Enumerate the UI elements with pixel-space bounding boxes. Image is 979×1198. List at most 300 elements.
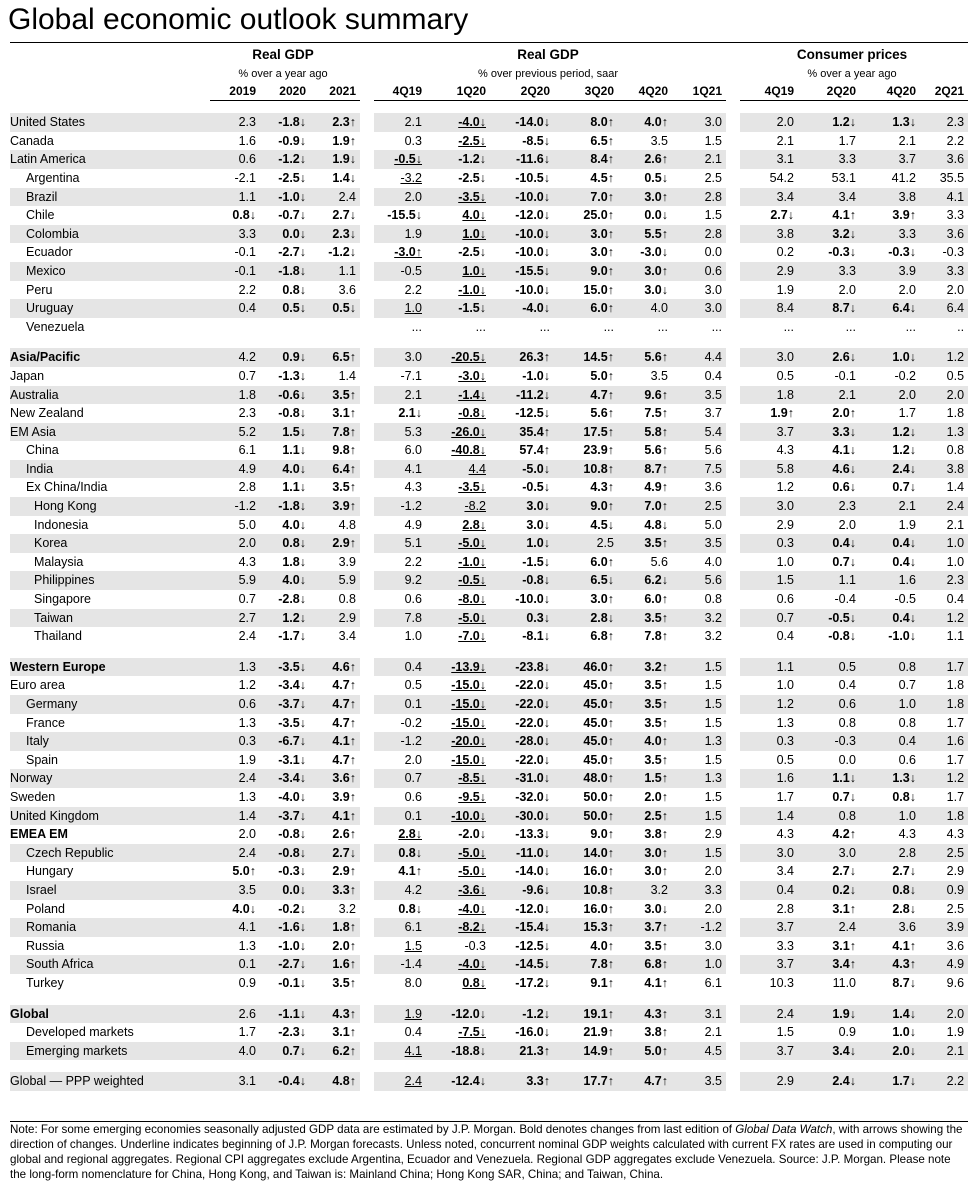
cell-value: 0.8 xyxy=(704,592,722,607)
table-cell xyxy=(618,497,672,516)
cell-value: 4.3 xyxy=(776,827,794,842)
table-cell xyxy=(798,751,860,770)
row-label: Sweden xyxy=(10,789,56,804)
cell-value: 3.5 xyxy=(650,133,668,148)
cell-value: 2.0 xyxy=(946,387,965,402)
table-cell xyxy=(860,150,920,169)
table-cell xyxy=(260,1023,310,1042)
cell-value: -10.0↓ xyxy=(515,592,550,607)
table-cell xyxy=(554,807,618,826)
cell-value: 1.0↓ xyxy=(462,263,486,278)
cell-value: 3.4 xyxy=(776,864,794,879)
cell-value: 0.6 xyxy=(704,263,722,278)
table-cell xyxy=(490,281,554,300)
cell-value: 1.2↓ xyxy=(282,610,306,625)
cell-value: -15.0↓ xyxy=(451,697,486,711)
cell-value: 1.1 xyxy=(776,659,794,674)
table-cell xyxy=(374,281,426,300)
cell-value: 1.0 xyxy=(704,957,722,972)
cell-value: 1.5 xyxy=(404,938,422,953)
cell-value: 1.7 xyxy=(776,789,794,804)
table-cell xyxy=(260,113,310,132)
table-cell xyxy=(210,243,260,262)
cell-value: -1.3↓ xyxy=(278,368,306,383)
table-cell xyxy=(554,732,618,751)
table-cell xyxy=(920,460,968,479)
cell-value: 0.5 xyxy=(776,752,794,767)
cell-value: 2.3 xyxy=(238,115,256,130)
cell-value: 1.3 xyxy=(704,771,722,786)
cell-value: 4.0↓ xyxy=(282,461,306,476)
table-cell xyxy=(310,676,360,695)
row-label: Israel xyxy=(10,881,210,900)
cell-value: 7.8 xyxy=(404,610,422,625)
cell-value: 2.9 xyxy=(338,610,356,625)
cell-value: 1.0 xyxy=(946,554,965,569)
table-cell xyxy=(210,769,260,788)
cell-value: 0.8 xyxy=(338,592,356,607)
cell-value: 3.5↑ xyxy=(644,938,668,953)
cell-value: -30.0↓ xyxy=(515,808,550,823)
table-cell xyxy=(260,132,310,151)
cell-value: 57.4↑ xyxy=(519,443,550,458)
cell-value: 3.4 xyxy=(838,189,856,204)
cell-value: 5.9 xyxy=(338,573,356,588)
cell-value: 5.4 xyxy=(704,424,722,439)
table-cell xyxy=(426,769,490,788)
cell-value: 4.6↓ xyxy=(832,461,856,476)
cell-value: 1.7 xyxy=(946,789,965,804)
cell-value: 2.0 xyxy=(898,387,916,402)
table-row xyxy=(10,441,968,460)
table-cell xyxy=(210,571,260,590)
table-cell xyxy=(920,714,968,733)
cell-value: 3.0 xyxy=(776,350,794,365)
cell-value: -0.3↓ xyxy=(888,245,916,260)
cell-value: 5.6↑ xyxy=(644,350,668,365)
cell-value: 1.3 xyxy=(238,715,256,730)
table-cell xyxy=(798,1042,860,1061)
cell-value: 1.0↓ xyxy=(892,350,916,365)
table-cell xyxy=(310,404,360,423)
row-label: Poland xyxy=(26,901,65,916)
cell-value: -10.0↓ xyxy=(515,282,550,297)
cell-value: 4.7↑ xyxy=(332,678,356,693)
table-cell xyxy=(920,751,968,770)
table-cell xyxy=(740,281,798,300)
table-cell xyxy=(740,318,798,337)
row-label: Canada xyxy=(10,133,54,148)
table-row xyxy=(10,281,968,300)
cell-value: -0.8↓ xyxy=(828,629,856,644)
cell-value: 35.4↑ xyxy=(519,424,550,439)
table-cell xyxy=(426,974,490,993)
cell-value: 3.7 xyxy=(776,1043,794,1058)
cell-value: 6.5↑ xyxy=(590,133,614,148)
table-cell xyxy=(260,769,310,788)
table-cell xyxy=(554,590,618,609)
table-cell xyxy=(672,132,726,151)
cell-value: -14.5↓ xyxy=(515,957,550,972)
cell-value: 6.4 xyxy=(946,301,965,316)
table-cell xyxy=(920,676,968,695)
table-cell xyxy=(672,732,726,751)
cell-value: -15.5↓ xyxy=(387,208,422,223)
table-cell xyxy=(740,1023,798,1042)
cell-value: 3.7↑ xyxy=(644,920,668,935)
table-cell xyxy=(374,132,426,151)
table-cell xyxy=(672,478,726,497)
table-cell xyxy=(554,658,618,677)
table-cell xyxy=(374,658,426,677)
cell-value: 2.1 xyxy=(838,387,856,402)
table-cell xyxy=(920,788,968,807)
table-cell xyxy=(860,243,920,262)
table-cell xyxy=(860,676,920,695)
cell-value: 2.0 xyxy=(838,282,856,297)
table-cell xyxy=(260,714,310,733)
cell-value: 0.6 xyxy=(898,752,916,767)
table-cell xyxy=(490,386,554,405)
cell-value: 3.4 xyxy=(338,629,356,644)
cell-value: 3.8 xyxy=(898,189,916,204)
table-cell xyxy=(426,132,490,151)
cell-value: 3.3↑ xyxy=(332,882,356,897)
table-cell xyxy=(490,225,554,244)
table-row xyxy=(10,460,968,479)
cell-value: 1.5 xyxy=(704,752,722,767)
cell-value: 3.9↑ xyxy=(892,208,916,223)
table-cell xyxy=(672,974,726,993)
table-cell xyxy=(310,516,360,535)
cell-value: 1.0↓ xyxy=(892,1025,916,1040)
cell-value: 45.0↑ xyxy=(583,715,614,730)
table-cell xyxy=(210,113,260,132)
table-cell xyxy=(210,225,260,244)
table-cell xyxy=(798,974,860,993)
table-cell xyxy=(798,955,860,974)
cell-value: 11.0 xyxy=(832,975,856,990)
cell-value: 1.2↓ xyxy=(892,443,916,458)
table-cell xyxy=(210,188,260,207)
table-cell xyxy=(920,243,968,262)
table-cell xyxy=(920,937,968,956)
cell-value: 0.8↓ xyxy=(398,845,422,860)
table-cell xyxy=(920,516,968,535)
cell-value: 53.1 xyxy=(831,170,856,185)
table-cell xyxy=(554,441,618,460)
cell-value: 4.9 xyxy=(946,957,965,972)
cell-value: 2.3 xyxy=(238,406,256,421)
cell-value: -0.1 xyxy=(834,368,856,383)
table-cell xyxy=(426,281,490,300)
table-cell xyxy=(210,974,260,993)
table-cell xyxy=(740,441,798,460)
table-cell xyxy=(672,937,726,956)
table-cell xyxy=(490,1042,554,1061)
cell-value: -8.5↓ xyxy=(522,133,550,148)
cell-value: 4.6↑ xyxy=(332,659,356,674)
cell-value: -1.4↓ xyxy=(458,387,486,402)
table-cell xyxy=(798,658,860,677)
table-cell xyxy=(554,318,618,337)
table-cell xyxy=(798,1072,860,1091)
table-cell xyxy=(618,169,672,188)
cell-value: 1.3 xyxy=(946,424,965,439)
table-cell xyxy=(920,188,968,207)
table-cell xyxy=(920,881,968,900)
table-cell xyxy=(740,862,798,881)
table-row xyxy=(10,788,968,807)
table-cell xyxy=(740,714,798,733)
table-cell xyxy=(210,844,260,863)
table-cell xyxy=(426,609,490,628)
table-cell xyxy=(618,113,672,132)
cell-value: 3.7 xyxy=(776,957,794,972)
cell-value: 0.7 xyxy=(898,678,916,693)
cell-value: 19.1↑ xyxy=(583,1006,614,1021)
cell-value: 5.1 xyxy=(404,536,422,551)
cell-value: 2.0 xyxy=(838,517,856,532)
table-cell xyxy=(920,571,968,590)
table-cell xyxy=(554,900,618,919)
table-row xyxy=(10,318,968,337)
table-cell xyxy=(426,441,490,460)
table-cell xyxy=(672,609,726,628)
table-cell xyxy=(310,900,360,919)
cell-value: 6.1 xyxy=(238,443,256,458)
table-cell xyxy=(618,571,672,590)
table-cell xyxy=(798,1005,860,1024)
table-cell xyxy=(618,516,672,535)
cell-value: 10.8↑ xyxy=(583,461,614,476)
cell-value: 3.3↓ xyxy=(832,424,856,439)
cell-value: 0.8 xyxy=(838,808,856,823)
cell-value: 4.7↑ xyxy=(332,715,356,730)
cell-value: 1.0↓ xyxy=(462,226,486,241)
table-cell xyxy=(672,243,726,262)
cell-value: 4.3↑ xyxy=(332,1006,356,1021)
cell-value: 2.7↓ xyxy=(332,845,356,860)
cell-value: -15.4↓ xyxy=(515,920,550,935)
cell-value: 2.8 xyxy=(776,901,794,916)
table-cell xyxy=(310,571,360,590)
group-title-gdp-yoy: Real GDP xyxy=(252,47,314,62)
table-cell xyxy=(618,1023,672,1042)
cell-value: 2.1 xyxy=(704,152,722,167)
table-cell xyxy=(210,900,260,919)
table-cell xyxy=(490,900,554,919)
table-cell xyxy=(310,881,360,900)
cell-value: 17.7↑ xyxy=(583,1074,614,1089)
table-cell xyxy=(310,918,360,937)
cell-value: -14.0↓ xyxy=(515,115,550,130)
cell-value: 1.4 xyxy=(338,368,356,383)
table-cell xyxy=(860,132,920,151)
cell-value: 7.5↑ xyxy=(644,406,668,421)
table-cell xyxy=(740,299,798,318)
table-cell xyxy=(618,534,672,553)
cell-value: 2.8↓ xyxy=(590,610,614,625)
cell-value: -7.0↓ xyxy=(458,629,486,644)
cell-value: 10.3 xyxy=(769,975,794,990)
table-cell xyxy=(618,788,672,807)
table-cell xyxy=(310,262,360,281)
cell-value: 0.5↓ xyxy=(644,170,668,185)
cell-value: 3.5↑ xyxy=(332,975,356,990)
table-cell xyxy=(374,937,426,956)
cell-value: -13.9↓ xyxy=(451,659,486,674)
table-cell xyxy=(426,348,490,367)
table-cell xyxy=(210,695,260,714)
table-cell xyxy=(490,751,554,770)
table-cell xyxy=(374,404,426,423)
cell-value: 2.2 xyxy=(946,133,965,148)
table-cell xyxy=(860,881,920,900)
table-cell xyxy=(426,955,490,974)
table-cell xyxy=(740,188,798,207)
table-cell xyxy=(554,262,618,281)
cell-value: 0.5 xyxy=(776,368,794,383)
table-cell xyxy=(672,627,726,646)
table-cell xyxy=(554,113,618,132)
cell-value: -11.6↓ xyxy=(515,152,550,167)
table-cell xyxy=(374,534,426,553)
table-cell xyxy=(374,386,426,405)
table-cell xyxy=(798,281,860,300)
table-cell xyxy=(860,348,920,367)
table-cell xyxy=(618,478,672,497)
table-cell xyxy=(374,1072,426,1091)
cell-value: -1.2↓ xyxy=(328,245,356,260)
table-cell xyxy=(920,348,968,367)
table-cell xyxy=(618,188,672,207)
cell-value: 2.8↓ xyxy=(892,901,916,916)
table-cell xyxy=(260,386,310,405)
table-cell xyxy=(798,169,860,188)
cell-value: 1.2 xyxy=(776,697,794,711)
table-cell xyxy=(618,955,672,974)
cell-value: -11.0↓ xyxy=(515,845,550,860)
cell-value: 4.3 xyxy=(946,827,965,842)
cell-value: 4.5↓ xyxy=(590,517,614,532)
cell-value: 0.0↓ xyxy=(644,208,668,223)
column-header: 4Q20 xyxy=(860,83,920,101)
table-cell xyxy=(374,460,426,479)
cell-value: 1.1 xyxy=(946,629,965,644)
table-cell xyxy=(554,937,618,956)
cell-value: 8.0 xyxy=(404,975,422,990)
cell-value: 1.7 xyxy=(946,752,965,767)
table-cell xyxy=(860,404,920,423)
table-cell xyxy=(490,188,554,207)
table-cell xyxy=(672,1042,726,1061)
table-cell xyxy=(374,441,426,460)
cell-value: -2.5↓ xyxy=(278,170,306,185)
table-row xyxy=(10,769,968,788)
row-label: Colombia xyxy=(10,225,210,244)
table-cell xyxy=(260,262,310,281)
cell-value: -0.5↓ xyxy=(458,573,486,588)
table-cell xyxy=(210,516,260,535)
cell-value: 1.8 xyxy=(946,697,965,711)
row-label: Malaysia xyxy=(34,554,84,569)
cell-value: 2.5 xyxy=(704,499,722,514)
table-cell xyxy=(554,188,618,207)
cell-value: 0.1 xyxy=(404,808,422,823)
table-cell xyxy=(260,732,310,751)
table-cell xyxy=(798,318,860,337)
column-header: 4Q19 xyxy=(740,83,798,101)
table-cell xyxy=(260,1005,310,1024)
table-cell xyxy=(618,900,672,919)
cell-value: 3.5 xyxy=(238,882,256,897)
cell-value: 0.4 xyxy=(898,734,916,749)
cell-value: 2.0 xyxy=(946,1006,965,1021)
cell-value: -3.0↓ xyxy=(640,245,668,260)
table-cell xyxy=(798,937,860,956)
table-cell xyxy=(260,553,310,572)
row-label: Romania xyxy=(10,918,210,937)
row-label: Ex China/India xyxy=(26,480,108,495)
cell-value: 7.0↑ xyxy=(644,499,668,514)
cell-value: 3.1 xyxy=(776,152,794,167)
table-cell xyxy=(210,609,260,628)
table-cell xyxy=(554,225,618,244)
cell-value: 4.3 xyxy=(776,443,794,458)
cell-value: 0.4↓ xyxy=(892,536,916,551)
table-cell xyxy=(798,900,860,919)
cell-value: 4.5 xyxy=(704,1043,722,1058)
cell-value: 1.9↓ xyxy=(832,1006,856,1021)
cell-value: 4.3↑ xyxy=(644,1006,668,1021)
cell-value: -1.6↓ xyxy=(278,920,306,935)
table-cell xyxy=(490,367,554,386)
cell-value: -3.5↓ xyxy=(278,659,306,674)
table-cell xyxy=(554,534,618,553)
cell-value: 3.0↑ xyxy=(644,263,668,278)
cell-value: 1.5 xyxy=(704,808,722,823)
cell-value: 2.0 xyxy=(704,901,722,916)
column-header: 2020 xyxy=(260,83,310,101)
table-row xyxy=(10,807,968,826)
cell-value: -22.0↓ xyxy=(515,715,550,730)
cell-value: 3.1 xyxy=(238,1074,256,1089)
cell-value: 4.1↑ xyxy=(332,734,356,749)
table-cell xyxy=(260,478,310,497)
table-cell xyxy=(672,714,726,733)
table-cell xyxy=(426,497,490,516)
table-cell xyxy=(490,825,554,844)
table-cell xyxy=(490,206,554,225)
cell-value: 2.0 xyxy=(404,189,422,204)
cell-value: -0.1 xyxy=(234,245,256,260)
table-cell xyxy=(554,571,618,590)
cell-value: 4.8↑ xyxy=(332,1074,356,1089)
cell-value: 48.0↑ xyxy=(583,771,614,786)
cell-value: -1.0↓ xyxy=(458,554,486,569)
cell-value: 3.5 xyxy=(704,536,722,551)
cell-value: 9.6↑ xyxy=(644,387,668,402)
cell-value: 4.9 xyxy=(238,461,256,476)
table-cell xyxy=(260,225,310,244)
cell-value: -5.0↓ xyxy=(458,536,486,551)
table-row xyxy=(10,423,968,442)
cell-value: 6.0↑ xyxy=(590,301,614,316)
cell-value: 1.2 xyxy=(946,771,965,786)
cell-value: 4.0↓ xyxy=(232,901,256,916)
table-cell xyxy=(490,553,554,572)
